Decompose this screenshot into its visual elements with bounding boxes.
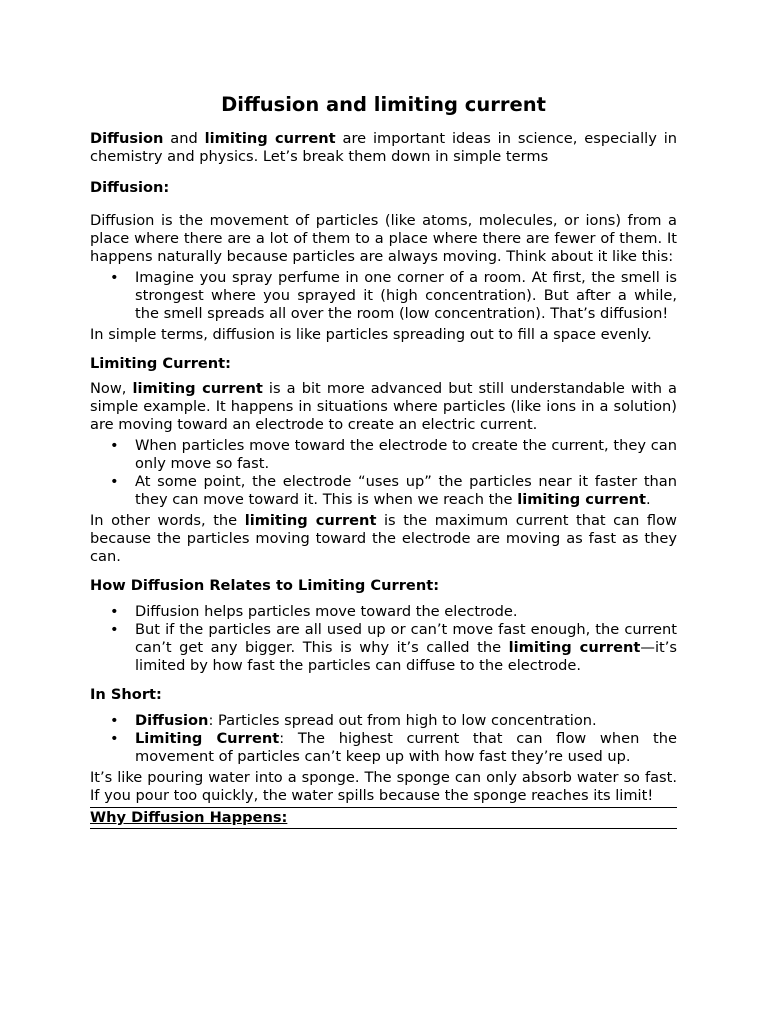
in-short-heading: In Short: — [90, 686, 162, 703]
limiting-current-paragraph: Now, limiting current is a bit more advanced but still understandable with a simple example. It happens in situations where particles (like ions in a solution) are moving toward an electrode to create an electric current. — [90, 380, 677, 433]
intro-term-limiting-current: limiting current — [204, 130, 336, 147]
list-item: • Limiting Current: The highest current that can flow when the movement of particles can’t keep up with how fast they’re used up. — [90, 730, 677, 766]
list-item: • But if the particles are all used up or can’t move fast enough, the current can’t get any bigger. This is why it’s called the limiting current—it’s limited by how fast the particles can diffuse to the electrode. — [90, 621, 677, 675]
intro-paragraph: Diffusion and limiting current are important ideas in science, especially in chemistry and physics. Let’s break them down in simple terms — [90, 130, 678, 165]
diffusion-paragraph: Diffusion is the movement of particles (like atoms, molecules, or ions) from a place where there are a lot of them to a place where there are fewer of them. It happens naturally because particles are always moving. Think about it like this: — [90, 212, 677, 265]
diffusion-heading: Diffusion: — [90, 179, 170, 196]
document-body — [90, 92, 677, 829]
limiting-current-heading: Limiting Current: — [90, 355, 231, 372]
in-short-list — [90, 712, 677, 766]
list-item: • When particles move toward the electrode to create the current, they can only move so fast. — [90, 437, 677, 473]
limiting-current-list — [90, 437, 677, 509]
why-diffusion-heading: Why Diffusion Happens: — [90, 807, 677, 829]
relates-list — [90, 603, 677, 675]
diffusion-list — [90, 269, 677, 323]
intro-term-diffusion: Diffusion — [90, 130, 164, 147]
list-item: • Diffusion helps particles move toward the electrode. — [90, 603, 677, 621]
sponge-analogy: It’s like pouring water into a sponge. The sponge can only absorb water so fast. If you pour too quickly, the water spills because the sponge reaches its limit! — [90, 769, 677, 804]
limiting-current-definition: In other words, the limiting current is the maximum current that can flow because the particles moving toward the electrode are moving as fast as they can. — [90, 512, 677, 565]
diffusion-summary: In simple terms, diffusion is like particles spreading out to fill a space evenly. — [90, 326, 652, 343]
relates-heading: How Diffusion Relates to Limiting Current: — [90, 577, 440, 594]
list-item: • Diffusion: Particles spread out from high to low concentration. — [90, 712, 677, 730]
list-item: • At some point, the electrode “uses up” the particles near it faster than they can move toward it. This is when we reach the limiting current. — [90, 473, 677, 509]
list-item: • Imagine you spray perfume in one corner of a room. At first, the smell is strongest where you sprayed it (high concentration). But after a while, the smell spreads all over the room (low concentration). That’s diffusion! — [90, 269, 677, 323]
page-title: Diffusion and limiting current — [221, 93, 546, 116]
